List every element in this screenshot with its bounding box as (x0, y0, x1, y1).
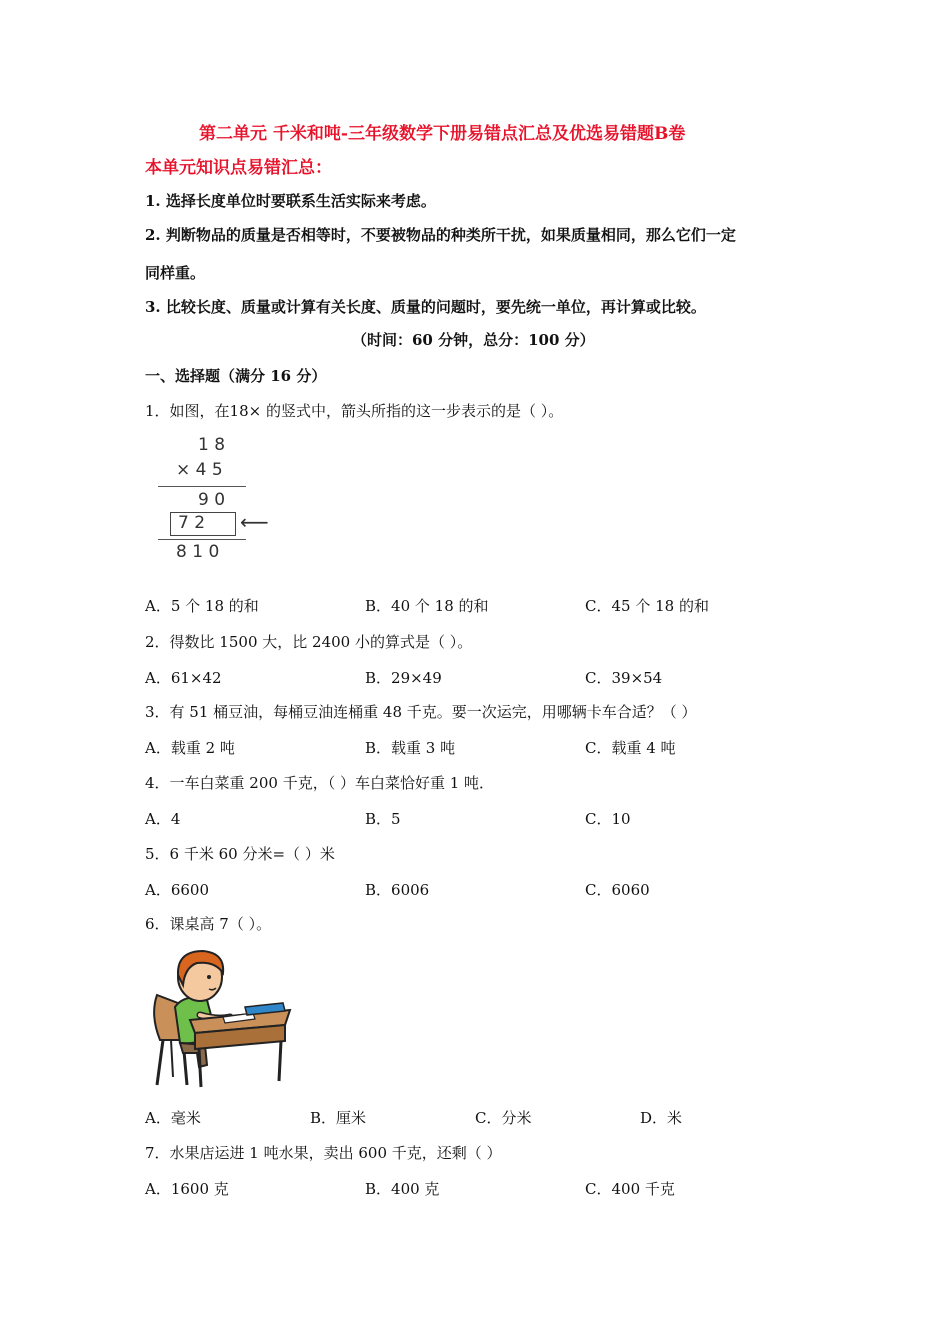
partial-product-1: 9 0 (198, 490, 226, 510)
summary-point-3: 3. 比较长度、质量或计算有关长度、质量的问题时，要先统一单位，再计算或比较。 (145, 298, 706, 316)
multiplier: × 4 5 (176, 460, 223, 480)
option-c[interactable]: C．分米 (475, 1109, 532, 1127)
exam-info: （时间：60 分钟，总分：100 分） (352, 331, 595, 349)
option-a[interactable]: A．6600 (145, 881, 210, 899)
option-b[interactable]: B．400 克 (365, 1180, 440, 1198)
option-a[interactable]: A．毫米 (145, 1109, 201, 1127)
vertical-multiplication-figure (150, 432, 275, 572)
option-a[interactable]: A．61×42 (145, 669, 222, 687)
child-at-desk-illustration (145, 945, 295, 1095)
rule-line-1 (158, 486, 246, 487)
page-title: 第二单元 千米和吨-三年级数学下册易错点汇总及优选易错题B卷 (199, 124, 686, 144)
option-c[interactable]: C．10 (585, 810, 631, 828)
final-product: 8 1 0 (176, 542, 220, 562)
question-stem: 2．得数比 1500 大，比 2400 小的算式是（ ）。 (145, 633, 473, 651)
summary-point-2: 2. 判断物品的质量是否相等时，不要被物品的种类所干扰，如果质量相同，那么它们一定 (145, 226, 736, 244)
option-c[interactable]: C．45 个 18 的和 (585, 597, 709, 615)
summary-heading: 本单元知识点易错汇总： (145, 158, 332, 178)
option-b[interactable]: B．6006 (365, 881, 430, 899)
option-d[interactable]: D．米 (640, 1109, 683, 1127)
question-stem: 3．有 51 桶豆油，每桶豆油连桶重 48 千克。要一次运完，用哪辆卡车合适？（ ） (145, 703, 697, 721)
question-stem: 7．水果店运进 1 吨水果，卖出 600 千克，还剩（ ） (145, 1144, 502, 1162)
option-a[interactable]: A．载重 2 吨 (145, 739, 235, 757)
question-stem: 5．6 千米 60 分米=（ ）米 (145, 845, 335, 863)
option-c[interactable]: C．6060 (585, 881, 650, 899)
question-stem: 4．一车白菜重 200 千克，（ ）车白菜恰好重 1 吨． (145, 774, 495, 792)
option-b[interactable]: B．29×49 (365, 669, 442, 687)
summary-point-2-cont: 同样重。 (145, 264, 206, 282)
option-b[interactable]: B．5 (365, 810, 401, 828)
option-c[interactable]: C．400 千克 (585, 1180, 675, 1198)
option-a[interactable]: A．4 (145, 810, 181, 828)
section-heading: 一、选择题（满分 16 分） (145, 367, 327, 385)
arrow-icon: ⟵ (240, 510, 269, 534)
option-b[interactable]: B．厘米 (310, 1109, 367, 1127)
multiplicand: 1 8 (198, 435, 226, 455)
option-b[interactable]: B．40 个 18 的和 (365, 597, 489, 615)
option-a[interactable]: A．1600 克 (145, 1180, 229, 1198)
option-c[interactable]: C．39×54 (585, 669, 663, 687)
question-stem: 6．课桌高 7（ ）。 (145, 915, 272, 933)
option-b[interactable]: B．载重 3 吨 (365, 739, 456, 757)
option-a[interactable]: A．5 个 18 的和 (145, 597, 259, 615)
rule-line-2 (158, 539, 246, 540)
summary-point-1: 1. 选择长度单位时要联系生活实际来考虑。 (145, 192, 436, 210)
question-stem: 1．如图，在18× 的竖式中，箭头所指的这一步表示的是（ ）。 (145, 402, 564, 420)
partial-product-2: 7 2 (178, 513, 206, 533)
option-c[interactable]: C．载重 4 吨 (585, 739, 676, 757)
